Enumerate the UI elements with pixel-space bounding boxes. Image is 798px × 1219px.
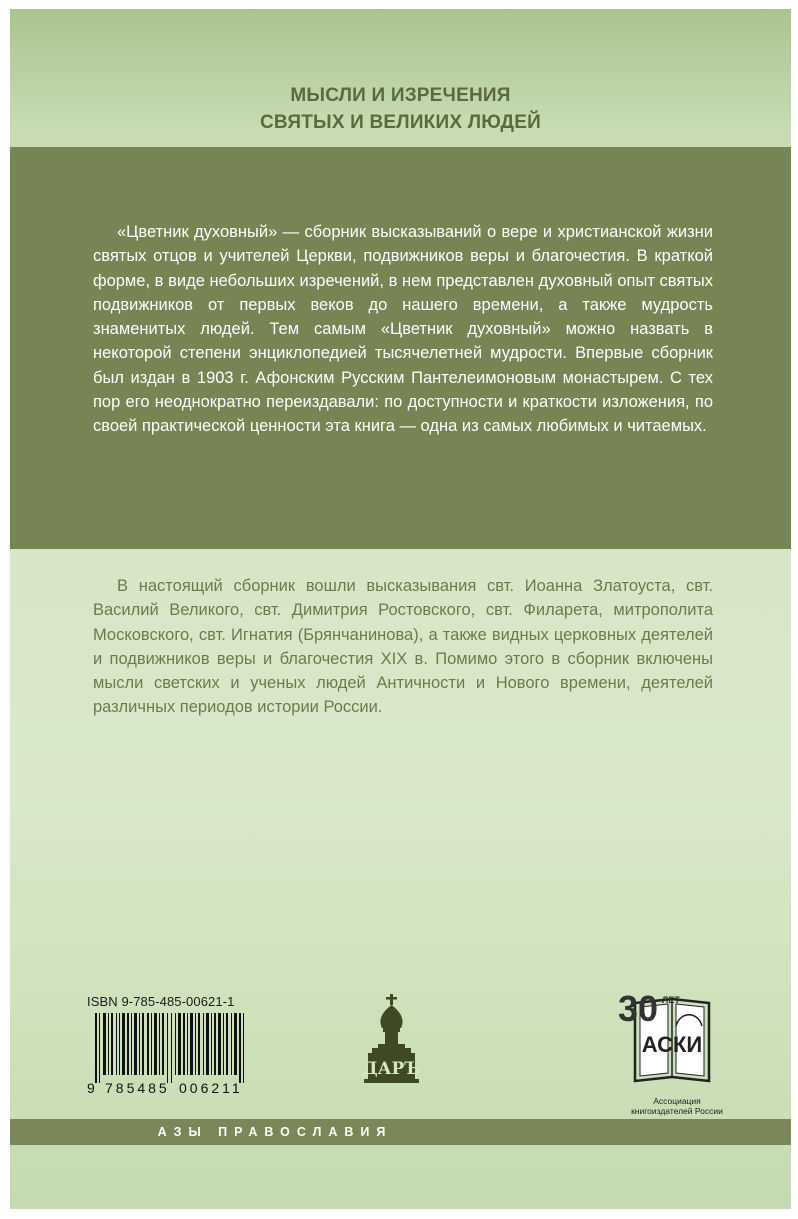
barcode-digits-group2: 006211 [179,1080,243,1096]
aski-caption [622,1096,732,1116]
book-back-cover [10,9,791,1209]
isbn-label: ISBN 9-785-485-00621-1 [87,994,235,1009]
header-title [10,82,791,136]
barcode-digit-first: 9 [87,1080,95,1096]
aski-caption-line2: книгоиздателей России [631,1106,723,1116]
aski-caption-line1: Ассоциация [653,1096,701,1106]
aski-logo [610,981,730,1096]
publisher-logo [360,994,424,1090]
aski-number: 30 [618,988,659,1029]
isbn-block [87,994,262,1096]
aski-name: АСКИ [641,1032,703,1057]
header-title-line2: СВЯТЫХ И ВЕЛИКИХ ЛЮДЕЙ [259,112,542,133]
series-band [10,1119,791,1145]
series-title: АЗЫ ПРАВОСЛАВИЯ [157,1125,393,1139]
publisher-logo-text: ДАРЪ [362,1059,421,1079]
description-text: «Цветник духовный» — сборник высказываний о вере и христианской жизни святых отцов и учителей Церкви, подвижников веры и благочестия. В краткой форме, в виде небольших изречений, в нем представлен духовный опыт святых подвижников от первых веков до нашего времени, а также мудрость знаменитых людей. Тем самым «Цветник духовный» можно назвать в некоторой степени энциклопедией тысячелетней мудрости. Впервые сборник был издан в 1903 г. Афонским Русским Пантелеимоновым монастырем. С тех пор его неоднократно переиздавали: по доступности и краткости изложения, по своей практической ценности эта книга — одна из самых любимых и читаемых. [93,223,713,436]
header-title-line1: МЫСЛИ И ИЗРЕЧЕНИЯ [290,85,511,106]
contents-text: В настоящий сборник вошли высказывания свт. Иоанна Златоуста, свт. Василий Великого, свт. Димитрия Ростовского, свт. Филарета, митрополита Московского, свт. Игнатия (Брянчанинова), а также видных церковных деятелей и подвижников веры и благочестия XIX в. Помимо этого в сборник включены мысли светских и ученых людей Античности и Нового времени, деятелей различных периодов истории России. [93,577,713,717]
barcode-digits-group1: 785485 [105,1080,170,1096]
aski-years: ЛЕТ [662,995,680,1005]
barcode [87,1013,262,1083]
